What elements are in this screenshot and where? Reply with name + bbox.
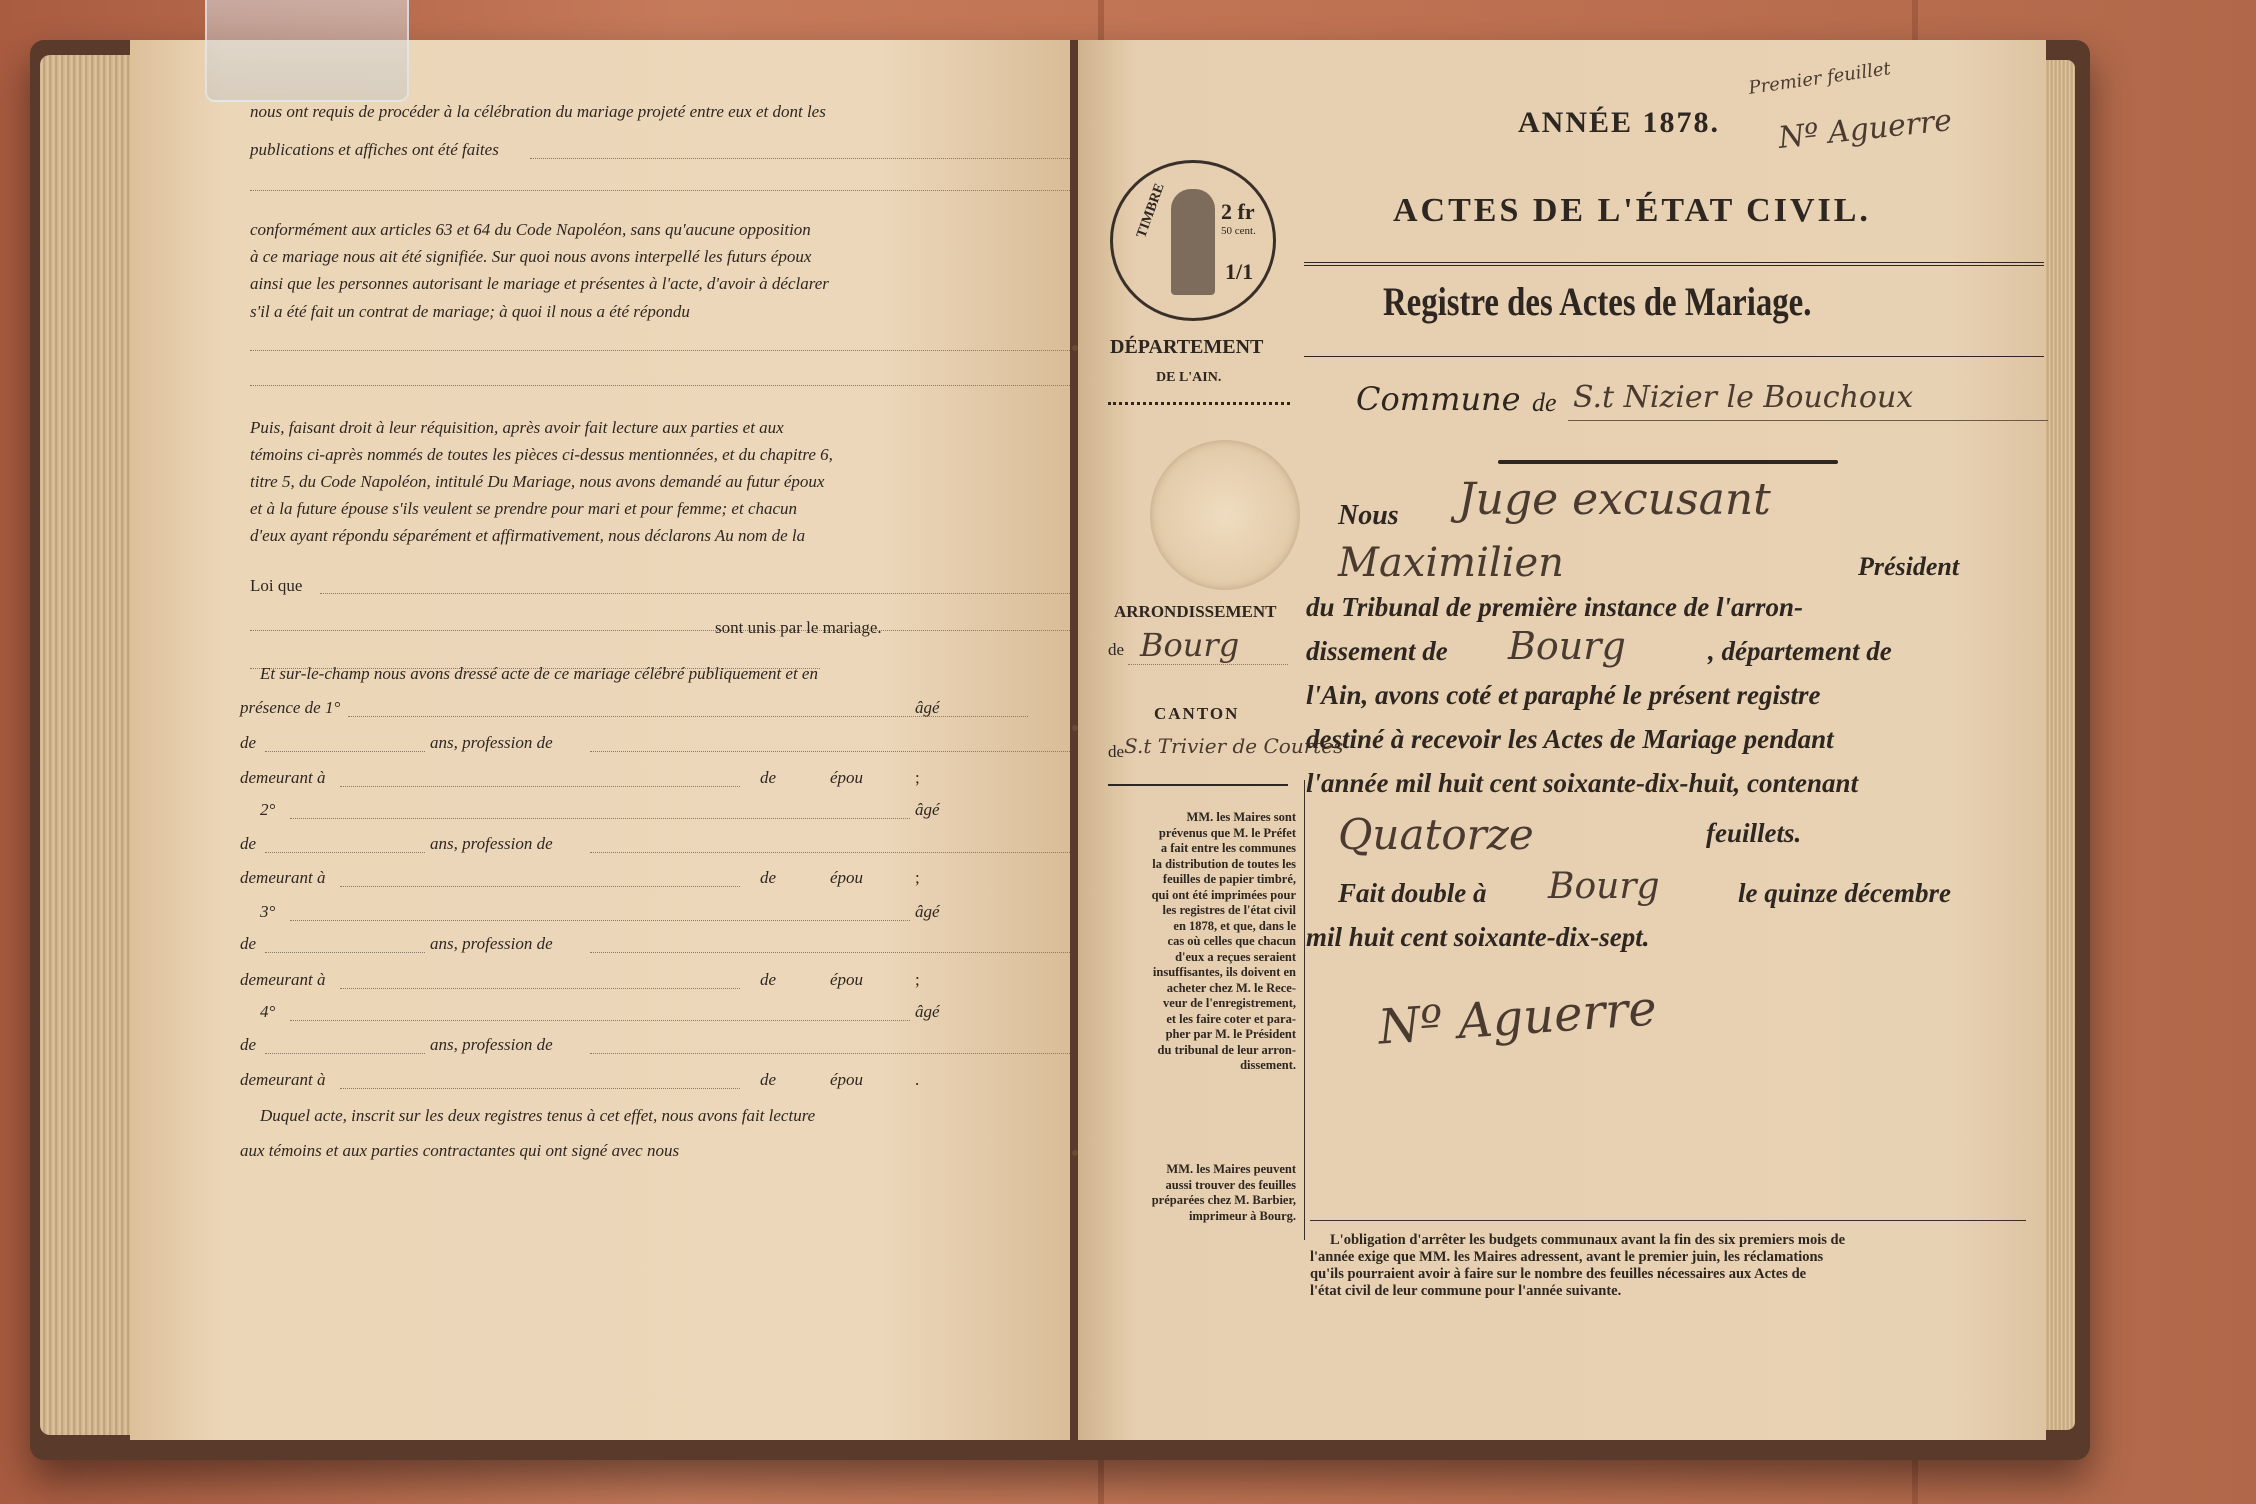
footer-line: L'obligation d'arrêter les budgets communaux avant la fin des six premiers mois de bbox=[1330, 1232, 1846, 1248]
de-label: de bbox=[240, 733, 257, 752]
left-line: titre 5, du Code Napoléon, intitulé Du Mariage, nous avons demandé au futur époux bbox=[250, 472, 825, 491]
blank-line bbox=[265, 751, 425, 752]
ans-profession-label: ans, profession de bbox=[430, 1035, 553, 1054]
presence-label: présence de 1° bbox=[240, 698, 341, 717]
note-line: dissement. bbox=[1240, 1058, 1296, 1072]
de-label: de bbox=[760, 1070, 777, 1089]
left-line: nous ont requis de procéder à la célébration du mariage projeté entre eux et dont les bbox=[250, 102, 826, 121]
blank-line bbox=[250, 630, 1070, 631]
de-label: de bbox=[760, 970, 777, 989]
blank-line bbox=[250, 190, 1070, 191]
canton-label: CANTON bbox=[1154, 704, 1240, 723]
note-line: d'eux a reçues seraient bbox=[1175, 949, 1296, 964]
blank-line bbox=[340, 1088, 740, 1089]
de-label: de bbox=[240, 834, 257, 853]
note-line: MM. les Maires peuvent bbox=[1166, 1162, 1296, 1176]
title-rule bbox=[1304, 262, 2044, 266]
footer-note bbox=[1310, 1232, 2030, 1300]
nous-label: Nous bbox=[1338, 500, 1399, 531]
bookmark-clip bbox=[205, 0, 409, 102]
de-label: de bbox=[760, 868, 777, 887]
note-line: imprimeur à Bourg. bbox=[1188, 1208, 1296, 1223]
footer-line: l'année exige que MM. les Maires adressent, avant le premier juin, les réclamations bbox=[1310, 1249, 1824, 1265]
period: . bbox=[915, 1070, 920, 1089]
stamp-word: TIMBRE bbox=[1134, 181, 1168, 241]
mil-huit-label: mil huit cent soixante-dix-sept. bbox=[1306, 922, 1650, 952]
epou-label: épou bbox=[830, 1070, 864, 1089]
blank-line bbox=[590, 852, 1070, 853]
left-line: conformément aux articles 63 et 64 du Code Napoléon, sans qu'aucune opposition bbox=[250, 220, 811, 239]
arrondissement-label: ARRONDISSEMENT bbox=[1114, 602, 1277, 621]
note-line: la distribution de toutes les bbox=[1152, 856, 1296, 871]
timbre-stamp bbox=[1110, 160, 1276, 321]
note-line: en 1878, et que, dans le bbox=[1173, 918, 1296, 933]
blank-line bbox=[265, 952, 425, 953]
blank-line bbox=[340, 886, 740, 887]
actes-title: ACTES DE L'ÉTAT CIVIL. bbox=[1393, 192, 1871, 229]
footer-line: qu'ils pourraient avoir à faire sur le nombre des feuilles nécessaires aux Actes de bbox=[1310, 1266, 1807, 1282]
le-quinze-label: le quinze décembre bbox=[1738, 878, 1951, 908]
ain-label: DE L'AIN. bbox=[1156, 370, 1222, 385]
blank-line bbox=[340, 988, 740, 989]
corner-signature: Nº Aguerre bbox=[1776, 102, 1954, 157]
hw-quatorze: Quatorze bbox=[1338, 810, 1534, 859]
hw-name: Maximilien bbox=[1338, 540, 1564, 586]
dept-rule bbox=[1108, 402, 1290, 405]
witness-number: 2° bbox=[260, 800, 276, 819]
note-line: qui ont été imprimées pour bbox=[1151, 887, 1296, 902]
witness-number: 4° bbox=[260, 1002, 276, 1021]
loi-que: Loi que bbox=[250, 576, 303, 595]
commune-label: Commune bbox=[1356, 380, 1521, 418]
left-line: aux témoins et aux parties contractantes qui ont signé avec nous bbox=[240, 1141, 680, 1160]
year-title: ANNÉE 1878. bbox=[1518, 106, 1721, 139]
blank-line bbox=[290, 818, 910, 819]
left-line: Puis, faisant droit à leur réquisition, après avoir fait lecture aux parties et aux bbox=[250, 418, 784, 437]
witness-number: 3° bbox=[260, 902, 276, 921]
hw-juge: Juge excusant bbox=[1458, 474, 1771, 525]
left-line: publications et affiches ont été faites bbox=[250, 140, 499, 159]
commune-prefix: de bbox=[1532, 388, 1557, 417]
right-page bbox=[1078, 40, 2046, 1440]
body-line: dissement de bbox=[1306, 636, 1448, 666]
column-divider bbox=[1304, 780, 1305, 1240]
demeurant-label: demeurant à bbox=[240, 868, 326, 887]
president-label: Président bbox=[1858, 552, 1960, 581]
semicolon: ; bbox=[915, 768, 920, 787]
blank-line bbox=[250, 385, 1070, 386]
note-line: pher par M. le Président bbox=[1165, 1027, 1296, 1041]
liberty-figure-icon bbox=[1171, 189, 1215, 295]
canton-name: S.t Trivier de Courtes bbox=[1124, 734, 1344, 758]
epou-label: épou bbox=[830, 970, 864, 989]
note-line: a fait entre les communes bbox=[1160, 841, 1296, 855]
blank-line bbox=[290, 1020, 910, 1021]
blank-line bbox=[590, 1053, 1070, 1054]
ans-profession-label: ans, profession de bbox=[430, 733, 553, 752]
arr-name: Bourg bbox=[1140, 626, 1240, 664]
footer-rule bbox=[1310, 1220, 2026, 1221]
maires-note-1 bbox=[1106, 810, 1296, 1074]
left-line: Et sur-le-champ nous avons dressé acte de ce mariage célébré publiquement et en bbox=[260, 664, 818, 683]
blank-line bbox=[320, 593, 1070, 594]
left-page bbox=[130, 40, 1070, 1440]
stamp-sub: 50 cent. bbox=[1221, 225, 1256, 237]
age-label: âgé bbox=[915, 698, 940, 717]
blank-line bbox=[590, 751, 1070, 752]
underline bbox=[1128, 664, 1288, 665]
blank-line bbox=[290, 920, 910, 921]
ans-profession-label: ans, profession de bbox=[430, 834, 553, 853]
left-line: à ce mariage nous ait été signifiée. Sur quoi nous avons interpellé les futurs époux bbox=[250, 247, 812, 266]
note-line: MM. les Maires sont bbox=[1186, 810, 1296, 824]
note-line: et les faire coter et para- bbox=[1166, 1011, 1296, 1026]
footer-line: l'état civil de leur commune pour l'année suivante. bbox=[1310, 1283, 1622, 1299]
canton-rule bbox=[1108, 784, 1288, 786]
semicolon: ; bbox=[915, 970, 920, 989]
blank-line bbox=[250, 350, 1070, 351]
body-line: l'Ain, avons coté et paraphé le présent registre bbox=[1306, 680, 1821, 710]
age-label: âgé bbox=[915, 1002, 940, 1021]
feuillets-label: feuillets. bbox=[1706, 818, 1802, 848]
note-line: préparées chez M. Barbier, bbox=[1151, 1193, 1296, 1207]
corner-note: Premier feuillet bbox=[1747, 58, 1893, 99]
note-line: prévenus que M. le Préfet bbox=[1158, 825, 1296, 840]
age-label: âgé bbox=[915, 902, 940, 921]
note-line: veur de l'enregistrement, bbox=[1163, 996, 1296, 1010]
underline bbox=[1568, 420, 2048, 421]
note-line: cas où celles que chacun bbox=[1167, 934, 1296, 948]
left-line: témoins ci-après nommés de toutes les pièces ci-dessus mentionnées, et du chapitre 6, bbox=[250, 445, 833, 464]
body-line: du Tribunal de première instance de l'arron- bbox=[1306, 592, 1804, 622]
commune-name: S.t Nizier le Bouchoux bbox=[1573, 380, 1914, 415]
left-line: Duquel acte, inscrit sur les deux registres tenus à cet effet, nous avons fait lecture bbox=[260, 1106, 816, 1125]
body-line: destiné à recevoir les Actes de Mariage pendant bbox=[1306, 724, 1834, 754]
arr-prefix: de bbox=[1108, 640, 1125, 659]
stamp-value: 2 fr bbox=[1221, 199, 1255, 224]
fait-double-label: Fait double à bbox=[1338, 878, 1487, 908]
left-line: d'eux ayant répondu séparément et affirmativement, nous déclarons Au nom de la bbox=[250, 526, 806, 545]
body-line: , département de bbox=[1708, 636, 1892, 666]
left-line: s'il a été fait un contrat de mariage; à quoi il nous a été répondu bbox=[250, 302, 690, 321]
note-line: du tribunal de leur arron- bbox=[1157, 1042, 1296, 1057]
note-line: les registres de l'état civil bbox=[1162, 903, 1296, 917]
note-line: feuilles de papier timbré, bbox=[1162, 872, 1296, 886]
age-label: âgé bbox=[915, 800, 940, 819]
hw-bourg2: Bourg bbox=[1548, 866, 1660, 907]
de-label: de bbox=[240, 934, 257, 953]
demeurant-label: demeurant à bbox=[240, 970, 326, 989]
demeurant-label: demeurant à bbox=[240, 768, 326, 787]
departement-label: DÉPARTEMENT bbox=[1110, 336, 1264, 358]
left-line: ainsi que les personnes autorisant le mariage et présentes à l'acte, d'avoir à déclarer bbox=[250, 274, 829, 293]
stamp-frac: 1/1 bbox=[1225, 259, 1254, 284]
embossed-seal-icon bbox=[1150, 440, 1300, 590]
semicolon: ; bbox=[915, 868, 920, 887]
de-label: de bbox=[760, 768, 777, 787]
ans-profession-label: ans, profession de bbox=[430, 934, 553, 953]
canton-prefix: de bbox=[1108, 742, 1125, 761]
demeurant-label: demeurant à bbox=[240, 1070, 326, 1089]
maires-note-2 bbox=[1106, 1162, 1296, 1224]
de-label: de bbox=[240, 1035, 257, 1054]
registre-title: Registre des Actes de Mariage. bbox=[1383, 279, 1812, 324]
note-line: insuffisantes, ils doivent en bbox=[1152, 965, 1296, 979]
left-line: et à la future épouse s'ils veulent se prendre pour mari et pour femme; et chacun bbox=[250, 499, 798, 518]
note-line: aussi trouver des feuilles bbox=[1165, 1177, 1296, 1192]
blank-line bbox=[265, 1053, 425, 1054]
signature: Nº Aguerre bbox=[1376, 980, 1659, 1056]
epou-label: épou bbox=[830, 868, 864, 887]
epou-label: épou bbox=[830, 768, 864, 787]
ornament-rule bbox=[1498, 460, 1838, 464]
blank-line bbox=[340, 786, 740, 787]
hw-bourg: Bourg bbox=[1508, 624, 1626, 668]
unis-label: sont unis par le mariage. bbox=[715, 618, 882, 637]
note-line: acheter chez M. le Rece- bbox=[1166, 980, 1296, 995]
title-rule bbox=[1304, 356, 2044, 357]
blank-line bbox=[265, 852, 425, 853]
blank-line bbox=[530, 158, 1070, 159]
body-line: l'année mil huit cent soixante-dix-huit, contenant bbox=[1306, 768, 1859, 798]
blank-line bbox=[590, 952, 1070, 953]
